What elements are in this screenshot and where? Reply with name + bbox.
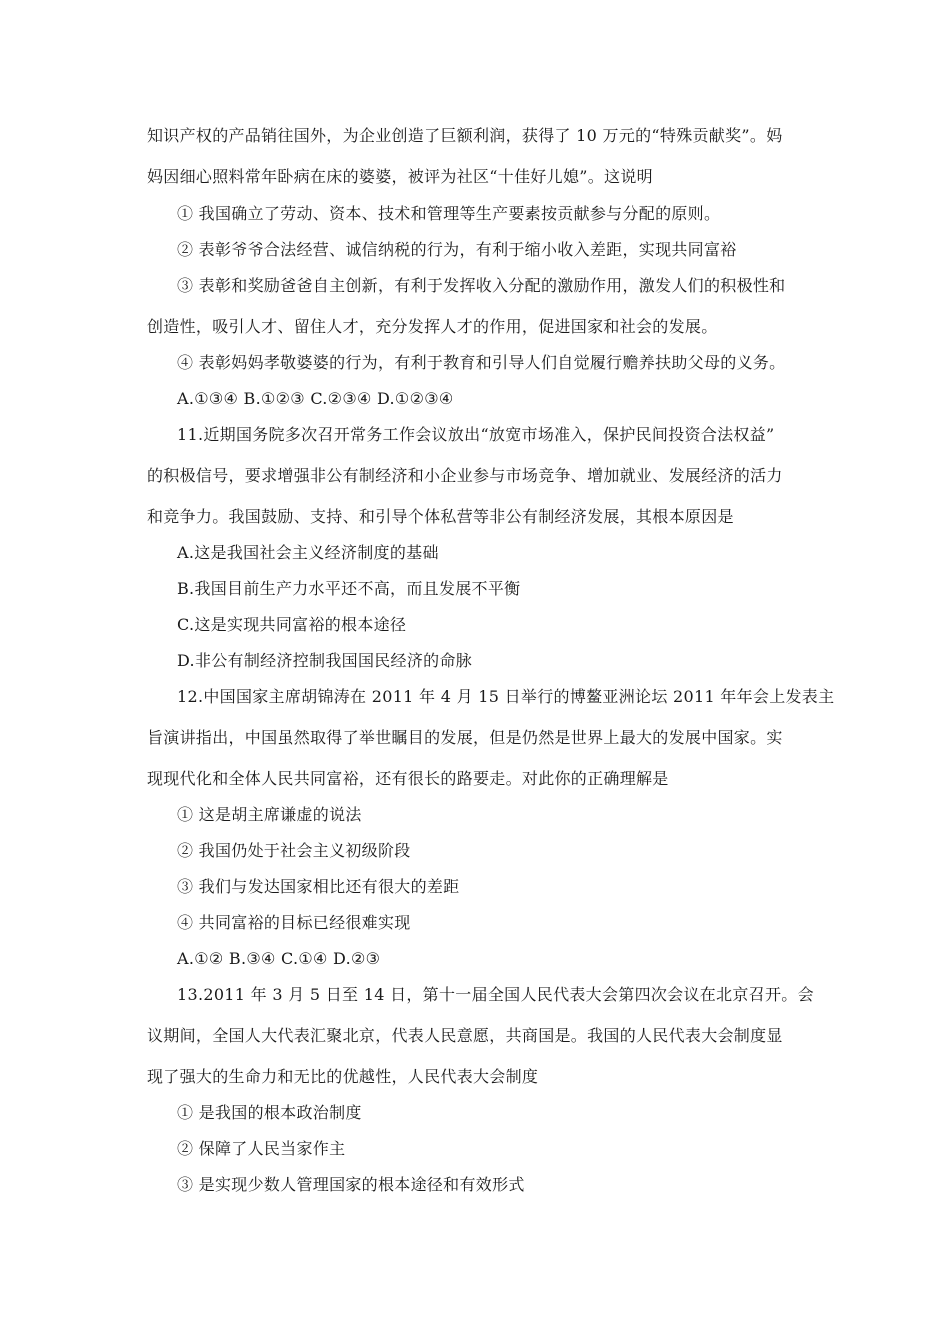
option-line: ③ 是实现少数人管理国家的根本途径和有效形式: [177, 1175, 525, 1194]
text-line: 旨演讲指出，中国虽然取得了举世瞩目的发展，但是仍然是世界上最大的发展中国家。实: [147, 728, 783, 747]
question-13-stem: 13.2011 年 3 月 5 日至 14 日，第十一届全国人民代表大会第四次会议在北京召开。会: [177, 985, 814, 1004]
option-line: ③ 我们与发达国家相比还有很大的差距: [177, 877, 460, 896]
text-line: 议期间，全国人大代表汇聚北京，代表人民意愿，共商国是。我国的人民代表大会制度显: [147, 1026, 783, 1045]
text-line: 创造性，吸引人才、留住人才，充分发挥人才的作用，促进国家和社会的发展。: [147, 317, 718, 336]
choice-b: B.我国目前生产力水平还不高，而且发展不平衡: [177, 579, 521, 598]
option-line: ② 表彰爷爷合法经营、诚信纳税的行为，有利于缩小收入差距，实现共同富裕: [177, 240, 737, 259]
choice-d: D.非公有制经济控制我国国民经济的命脉: [177, 651, 473, 670]
text-line: 现了强大的生命力和无比的优越性，人民代表大会制度: [147, 1067, 539, 1086]
choice-c: C.这是实现共同富裕的根本途径: [177, 615, 407, 634]
choice-a: A.这是我国社会主义经济制度的基础: [177, 543, 439, 562]
option-line: ① 是我国的根本政治制度: [177, 1103, 362, 1122]
question-12-stem: 12.中国国家主席胡锦涛在 2011 年 4 月 15 日举行的博鳌亚洲论坛 2011 年年会上发表主: [177, 687, 835, 706]
option-line: ② 保障了人民当家作主: [177, 1139, 346, 1158]
option-line: ③ 表彰和奖励爸爸自主创新，有利于发挥收入分配的激励作用，激发人们的积极性和: [177, 276, 786, 295]
option-line: ④ 表彰妈妈孝敬婆婆的行为，有利于教育和引导人们自觉履行赡养扶助父母的义务。: [177, 353, 786, 372]
text-line: 的积极信号，要求增强非公有制经济和小企业参与市场竞争、增加就业、发展经济的活力: [147, 466, 783, 485]
text-line: 和竞争力。我国鼓励、支持、和引导个体私营等非公有制经济发展，其根本原因是: [147, 507, 734, 526]
text-line: 现现代化和全体人民共同富裕，还有很长的路要走。对此你的正确理解是: [147, 769, 669, 788]
option-line: ① 我国确立了劳动、资本、技术和管理等生产要素按贡献参与分配的原则。: [177, 204, 721, 223]
answer-choices: A.①③④ B.①②③ C.②③④ D.①②③④: [177, 389, 454, 408]
option-line: ① 这是胡主席谦虚的说法: [177, 805, 362, 824]
question-11-stem: 11.近期国务院多次召开常务工作会议放出“放宽市场准入，保护民间投资合法权益”: [177, 425, 775, 444]
option-line: ④ 共同富裕的目标已经很难实现: [177, 913, 411, 932]
text-line: 知识产权的产品销往国外，为企业创造了巨额利润，获得了 10 万元的“特殊贡献奖”。妈: [147, 126, 783, 145]
answer-choices: A.①② B.③④ C.①④ D.②③: [177, 949, 381, 968]
option-line: ② 我国仍处于社会主义初级阶段: [177, 841, 411, 860]
text-line: 妈因细心照料常年卧病在床的婆婆，被评为社区“十佳好儿媳”。这说明: [147, 167, 653, 186]
